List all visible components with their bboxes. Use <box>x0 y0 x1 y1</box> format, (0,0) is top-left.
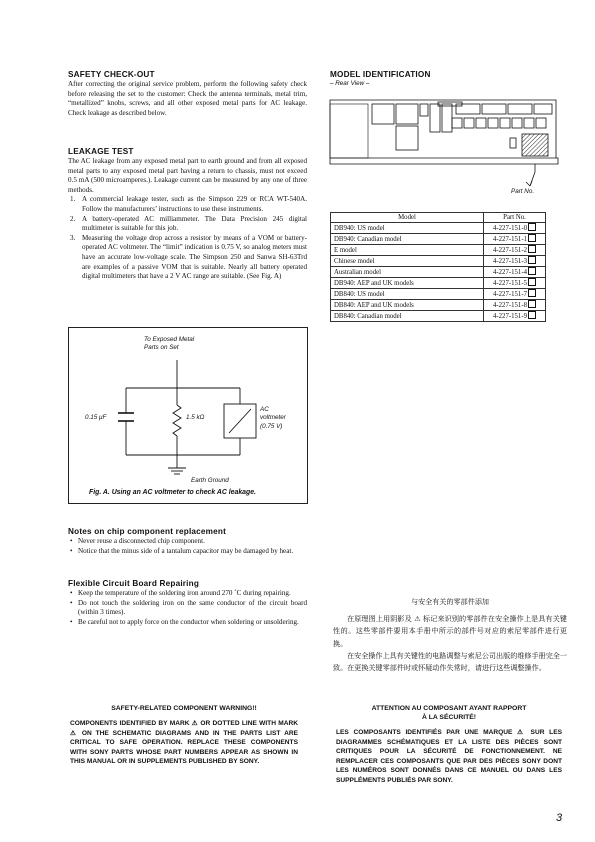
chinese-safety-notice <box>333 596 567 674</box>
safety-warning-english <box>70 704 298 767</box>
safety-checkout-heading: SAFETY CHECK-OUT <box>68 70 155 79</box>
table-row: E model 4-227-151-2 <box>331 245 546 256</box>
list-item: • Keep the temperature of the soldering iron around 270 ˚C during repairing. <box>70 589 291 597</box>
flex-repair-section <box>68 579 307 627</box>
chinese-notice-para1: 在原理图上用阴影及 ⚠ 标记来识别的零部件在安全操作上是具有关键性的。这些零部件要用本手册中所示的部件号对应的索尼零部件进行更换。 <box>333 614 567 648</box>
figure-a-caption: Fig. A. Using an AC voltmeter to check AC leakage. <box>89 489 256 496</box>
column-header-model: Model <box>331 213 484 223</box>
part-no-callout: Part No. <box>511 188 535 195</box>
list-item: • Notice that the minus side of a tantalum capacitor may be damaged by heat. <box>70 546 294 555</box>
leakage-step: 3. Measuring the voltage drop across a resistor by means of a VOM or battery-operated AC voltmeter. The “limit” indication is 0.75 V, so analog meters must have an accurate low-voltage scale. The Simpson 250 and Sanwa SH-63Trd are examples of a passive VOM that is suitable. Nearly all battery operated digital multimeters that have a 2 V AC range are suitable. (See Fig. A) <box>70 233 307 281</box>
warning-fr-heading-line1: ATTENTION AU COMPOSANT AYANT RAPPORT <box>371 705 527 712</box>
voltmeter-label: AC voltmeter (0.75 V) <box>260 406 286 430</box>
table-row: DB940: US model 4-227-151-0 <box>331 223 546 234</box>
list-item: • Never reuse a disconnected chip component. <box>70 537 205 545</box>
column-header-part-no: Part No. <box>484 213 546 223</box>
table-row: DB840: US model 4-227-151-7 <box>331 289 546 300</box>
model-part-table <box>330 212 546 322</box>
model-id-subheading: – Rear View – <box>330 80 370 87</box>
model-id-heading: MODEL IDENTIFICATION <box>330 70 431 79</box>
table-row: DB840: Canadian model 4-227-151-9 <box>331 311 546 322</box>
table-row: DB840: AEP and UK models 4-227-151-8 <box>331 300 546 311</box>
capacitor-label: 0.15 μF <box>85 414 107 421</box>
list-item: • Do not touch the soldering iron on the same conductor of the circuit board (within 3 times). <box>70 598 307 617</box>
list-item: • Be careful not to apply force on the conductor when soldering or unsoldering. <box>70 617 299 626</box>
table-row: Chinese model 4-227-151-3 <box>331 256 546 267</box>
safety-checkout-section <box>68 70 307 118</box>
chip-notes-heading: Notes on chip component replacement <box>68 527 227 536</box>
figure-a-box <box>68 327 308 504</box>
leakage-test-section <box>68 147 307 282</box>
leakage-step: 2. A battery-operated AC milliammeter. The Data Precision 245 digital multimeter is suitable for this job. <box>70 214 307 233</box>
chinese-notice-para2: 在安全操作上具有关键性的电路调整与索尼公司出版的维修手册完全一致。在更换关键零部件时或怀疑动作失常时，请进行这些调整操作。 <box>333 650 567 673</box>
resistor-label: 1.5 kΩ <box>186 414 205 421</box>
warning-en-body: COMPONENTS IDENTIFIED BY MARK ⚠ OR DOTTED LINE WITH MARK ⚠ ON THE SCHEMATIC DIAGRAMS AND IN THE PARTS LIST ARE CRITICAL TO SAFE OPERATION. REPLACE THESE COMPONENTS WITH SONY PARTS WHOSE PART NUMBERS APPEAR AS SHOWN IN THIS MANUAL OR IN SUPPLEMENTS PUBLISHED BY SONY. <box>70 720 298 766</box>
leakage-test-steps <box>68 195 307 281</box>
earth-ground-label: Earth Ground <box>191 477 229 484</box>
rear-view-drawing <box>326 92 562 202</box>
model-id-section <box>330 70 560 87</box>
flex-repair-list <box>68 589 307 627</box>
safety-warning-french <box>336 704 562 786</box>
safety-checkout-paragraph: After correcting the original service problem, perform the following safety check before releasing the set to the customer: Check the antenna terminals, metal trim, “metallized” knobs, screws, and all other exposed metal parts for AC leakage. Check leakage as described below. <box>68 80 307 117</box>
table-row: Australian model 4-227-151-4 <box>331 267 546 278</box>
warning-en-heading: SAFETY-RELATED COMPONENT WARNING!! <box>111 705 257 712</box>
table-row: DB940: Canadian model 4-227-151-1 <box>331 234 546 245</box>
leakage-test-intro: The AC leakage from any exposed metal part to earth ground and from all exposed metal parts to any exposed metal part having a return to chassis, must not exceed 0.5 mA (500 microamperes.). Leakage current can be measured by any one of three methods. <box>68 157 307 194</box>
figure-label-exposed-metal: To Exposed Metal Parts on Set <box>144 336 195 352</box>
chip-notes-list <box>68 537 307 556</box>
leakage-step: 1. A commercial leakage tester, such as the Simpson 229 or RCA WT-540A. Follow the manufacturers’ instructions to use these instruments. <box>70 195 307 213</box>
page-number: 3 <box>556 812 563 824</box>
warning-fr-heading-line2: À LA SÉCURITÉ! <box>421 714 477 721</box>
leakage-test-heading: LEAKAGE TEST <box>68 147 134 156</box>
warning-fr-body: LES COMPOSANTS IDENTIFIÉS PAR UNE MARQUE ⚠ SUR LES DIAGRAMMES SCHÉMATIQUES ET LA LISTE DES PIÈCES SONT CRITIQUES POUR LA SÉCURITÉ DE FONCTIONNEMENT. NE REMPLACER CES COMPOSANTS QUE PAR DES PIÈCES SONY DONT LES NUMÉROS SONT DONNÉS DANS CE MANUEL OU DANS LES SUPPLÉMENTS PUBLIÉS PAR SONY. <box>336 729 562 784</box>
chinese-notice-title: 与安全有关的零部件添加 <box>410 597 490 606</box>
chip-notes-section <box>68 527 307 556</box>
table-header-row <box>331 213 546 223</box>
table-row: DB940: AEP and UK models 4-227-151-5 <box>331 278 546 289</box>
flex-repair-heading: Flexible Circuit Board Repairing <box>68 579 200 588</box>
